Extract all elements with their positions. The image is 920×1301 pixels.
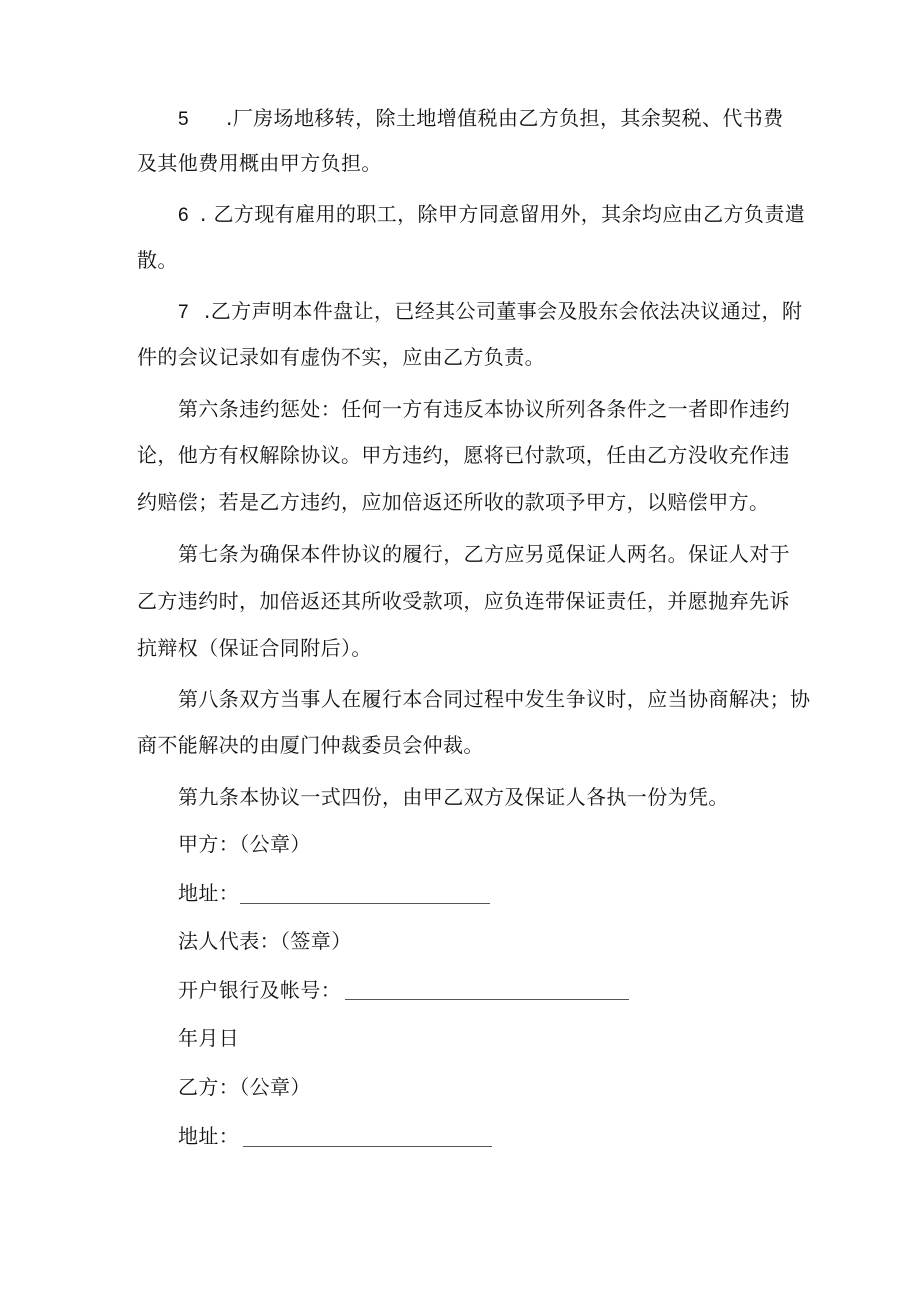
item-6-number: 6 [178,205,189,226]
item-7-line-1 [178,299,802,325]
item-6-line-2: 散。 [137,248,178,272]
item-6-line-1 [178,202,805,228]
item-5-text-1: .厂房场地移转，除土地增值税由乙方负担，其余契税、代书费 [226,106,784,130]
party-a-bank-blank[interactable] [345,999,629,1000]
party-b-label: 乙方：（公章） [178,1075,311,1099]
party-a-address-blank[interactable] [240,903,490,904]
item-7-number: 7 [178,302,189,323]
item-5-line-2: 及其他费用概由甲方负担。 [137,151,382,175]
article-7-line-2: 乙方违约时，加倍返还其所收受款项，应负连带保证责任，并愿抛弃先诉 [137,589,790,613]
article-7-line-1: 第七条为确保本件协议的履行，乙方应另觅保证人两名。保证人对于 [178,542,790,566]
party-a-date-label: 年月日 [178,1026,240,1050]
article-8-line-2: 商不能解决的由厦门仲裁委员会仲裁。 [137,733,484,757]
party-a-label: 甲方：（公章） [178,832,311,856]
article-8-line-1: 第八条双方当事人在履行本合同过程中发生争议时，应当协商解决；协 [178,687,811,711]
item-5-number: 5 [178,109,189,130]
article-6-line-2: 论，他方有权解除协议。甲方违约，愿将已付款项，任由乙方没收充作违 [137,443,790,467]
party-b-address-label: 地址： [178,1124,240,1148]
party-a-bank-label: 开户银行及帐号： [178,978,342,1002]
item-7-text-1: .乙方声明本件盘让，已经其公司董事会及股东会依法决议通过，附 [204,299,803,323]
article-9-line-1: 第九条本协议一式四份，由甲乙双方及保证人各执一份为凭。 [178,785,729,809]
article-6-line-1: 第六条违约惩处：任何一方有违反本协议所列各条件之一者即作违约 [178,397,790,421]
item-6-text-1: . 乙方现有雇用的职工，除甲方同意留用外，其余均应由乙方负责遣 [200,202,806,226]
article-6-line-3: 约赔偿；若是乙方违约，应加倍返还所收的款项予甲方，以赔偿甲方。 [137,490,770,514]
party-a-address-label: 地址： [178,881,240,905]
item-7-line-2: 件的会议记录如有虚伪不实，应由乙方负责。 [137,345,545,369]
item-5-line-1 [178,106,784,132]
party-a-legal-rep-label: 法人代表：（签章） [178,929,352,953]
party-b-address-blank[interactable] [243,1146,492,1147]
article-7-line-3: 抗辩权（保证合同附后）。 [137,636,372,660]
